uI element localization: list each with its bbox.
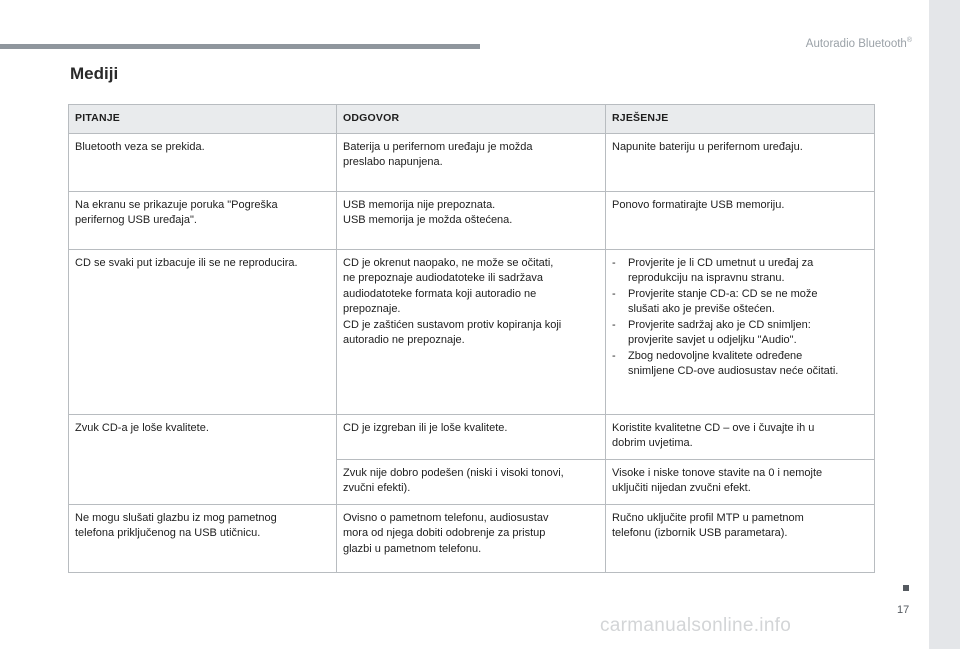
table-row	[69, 133, 875, 191]
solution-cell	[606, 191, 875, 249]
answer-text: zvučni efekti).	[343, 482, 411, 494]
question-text: Bluetooth veza se prekida.	[75, 140, 205, 153]
page-title: Mediji	[70, 64, 119, 83]
solution-text: Provjerite je li CD umetnut u uređaj za	[628, 256, 814, 269]
solution-text: telefonu (izbornik USB parametara).	[612, 527, 788, 539]
page-marker-square	[903, 585, 909, 591]
answer-text: Ovisno o pametnom telefonu, audiosustav	[343, 511, 549, 524]
table-row	[69, 414, 875, 459]
solution-cell	[606, 459, 875, 504]
solution-list-item	[612, 287, 868, 318]
dash-bullet: -	[612, 318, 616, 331]
answer-text: autoradio ne prepoznaje.	[343, 334, 465, 346]
solution-text: Provjerite stanje CD-a: CD se ne može	[628, 287, 818, 300]
header-question: PITANJE	[69, 105, 337, 134]
table-row	[69, 504, 875, 572]
question-text: Zvuk CD-a je loše kvalitete.	[75, 421, 209, 434]
solution-list-item	[612, 349, 868, 380]
answer-cell	[337, 459, 606, 504]
table-row	[69, 191, 875, 249]
answer-cell	[337, 414, 606, 459]
solution-cell	[606, 414, 875, 459]
answer-text: Baterija u perifernom uređaju je možda	[343, 140, 533, 153]
answer-cell	[337, 504, 606, 572]
side-strip	[929, 0, 960, 649]
solution-text: Ponovo formatirajte USB memoriju.	[612, 198, 785, 211]
question-cell	[69, 414, 337, 504]
solution-text: reprodukciju na ispravnu stranu.	[628, 272, 785, 284]
answer-text: USB memorija nije prepoznata.	[343, 198, 496, 211]
header-bar	[0, 44, 480, 49]
answer-text: prepoznaje.	[343, 303, 401, 315]
question-text: Na ekranu se prikazuje poruka "Pogreška	[75, 198, 278, 211]
solution-text: slušati ako je previše oštećen.	[628, 303, 775, 315]
solution-text: Provjerite sadržaj ako je CD snimljen:	[628, 318, 811, 331]
solution-text: dobrim uvjetima.	[612, 437, 693, 449]
answer-text: audiodatoteke formata koji autoradio ne	[343, 287, 537, 300]
question-text: CD se svaki put izbacuje ili se ne reproducira.	[75, 256, 298, 269]
solution-cell	[606, 133, 875, 191]
question-cell	[69, 191, 337, 249]
solution-list-item	[612, 318, 868, 349]
header-solution: RJEŠENJE	[606, 105, 875, 134]
solution-text: snimljene CD-ove audiosustav neće očitati.	[628, 365, 839, 377]
answer-cell	[337, 133, 606, 191]
question-text: perifernog USB uređaja".	[75, 214, 197, 226]
question-cell	[69, 133, 337, 191]
solution-text: Koristite kvalitetne CD – ove i čuvajte ih u	[612, 421, 815, 434]
page-number: 17	[897, 604, 910, 616]
table-header-row	[69, 105, 875, 134]
section-title: Autoradio Bluetooth®	[805, 37, 912, 50]
answer-text: mora od njega dobiti odobrenje za pristup	[343, 527, 546, 539]
solution-cell	[606, 249, 875, 414]
solution-list	[612, 256, 868, 380]
question-cell	[69, 504, 337, 572]
question-cell	[69, 249, 337, 414]
answer-cell	[337, 249, 606, 414]
solution-text: provjerite savjet u odjeljku "Audio".	[628, 334, 797, 346]
solution-text: Napunite bateriju u perifernom uređaju.	[612, 140, 803, 153]
solution-text: Visoke i niske tonove stavite na 0 i nemojte	[612, 466, 823, 479]
table-row	[69, 249, 875, 414]
header-answer: ODGOVOR	[337, 105, 606, 134]
answer-text: preslabo napunjena.	[343, 156, 443, 168]
solution-cell	[606, 504, 875, 572]
dash-bullet: -	[612, 256, 616, 269]
solution-list-item	[612, 256, 868, 287]
question-text: telefona priključenog na USB utičnicu.	[75, 527, 261, 539]
solution-text: uključiti nijedan zvučni efekt.	[612, 482, 751, 494]
troubleshooting-table	[68, 104, 875, 573]
question-text: Ne mogu slušati glazbu iz mog pametnog	[75, 511, 277, 524]
answer-text: CD je okrenut naopako, ne može se očitati,	[343, 256, 554, 269]
dash-bullet: -	[612, 349, 616, 362]
watermark: carmanualsonline.info	[600, 615, 792, 636]
answer-text: CD je zaštićen sustavom protiv kopiranja koji	[343, 318, 562, 331]
answer-cell	[337, 191, 606, 249]
dash-bullet: -	[612, 287, 616, 300]
answer-text: ne prepoznaje audiodatoteke ili sadržava	[343, 272, 543, 284]
solution-text: Zbog nedovoljne kvalitete određene	[628, 349, 803, 362]
solution-text: Ručno uključite profil MTP u pametnom	[612, 511, 804, 524]
answer-text: CD je izgreban ili je loše kvalitete.	[343, 421, 508, 434]
answer-text: USB memorija je možda oštećena.	[343, 214, 513, 226]
answer-text: Zvuk nije dobro podešen (niski i visoki tonovi,	[343, 466, 564, 479]
answer-text: glazbi u pametnom telefonu.	[343, 542, 482, 555]
